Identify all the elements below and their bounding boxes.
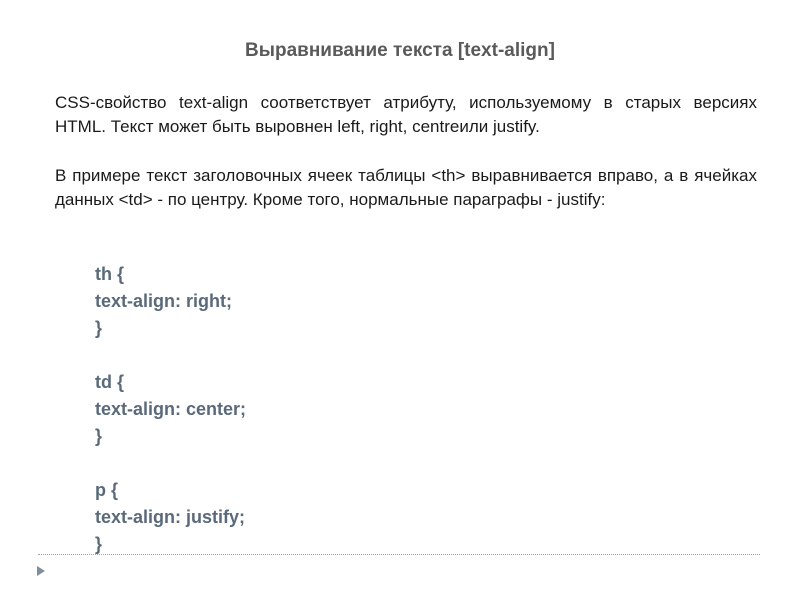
code-th-close: } <box>95 318 103 338</box>
code-p-open: p { <box>95 480 119 500</box>
code-td-open: td { <box>95 372 124 392</box>
code-th-open: th { <box>95 264 124 284</box>
intro-paragraph: CSS-свойство text-align соответствует атрибуту, используемому в старых версиях HTML. Текст может быть выровнен left, right, centreили justify. <box>55 93 757 136</box>
code-spacer <box>95 342 246 369</box>
code-p-rule: text-align: justify; <box>95 507 246 527</box>
code-th-rule: text-align: right; <box>95 291 232 311</box>
play-triangle-icon[interactable] <box>37 566 45 576</box>
code-td-close: } <box>95 426 103 446</box>
css-code-block <box>95 261 246 558</box>
example-paragraph: В примере текст заголовочных ячеек таблицы <th> выравнивается вправо, а в ячейках данных <td> - по центру. Кроме того, нормальные параграфы - justify: <box>55 166 757 209</box>
slide-title: Выравнивание текста [text-align] <box>245 40 555 61</box>
code-p-close: } <box>95 534 103 554</box>
code-td-rule: text-align: center; <box>95 399 247 419</box>
code-spacer <box>95 450 246 477</box>
footer-divider <box>38 554 760 555</box>
